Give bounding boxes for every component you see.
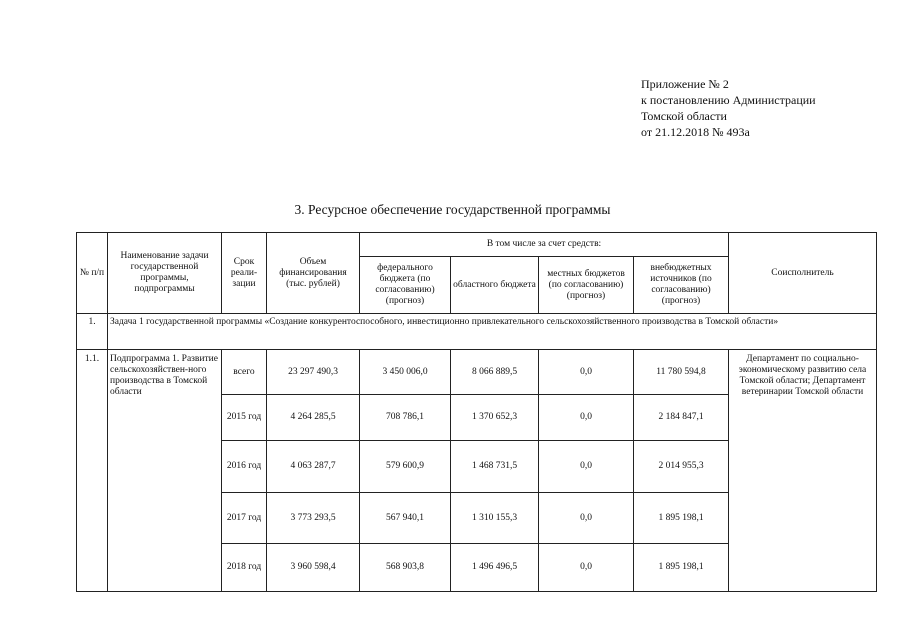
section-title: 3. Ресурсное обеспечение государственной программы: [294, 202, 611, 217]
row-offbudget: 1 895 198,1: [634, 544, 729, 592]
header-num: № п/п: [77, 233, 108, 314]
task-row: [77, 314, 877, 350]
task-text: Задача 1 государственной программы «Создание конкурентоспособного, инвестиционно привлекательного сельскохозяйственного производства в Томской области»: [108, 314, 877, 350]
row-regional: 1 496 496,5: [451, 544, 539, 592]
row-federal: 568 903,8: [360, 544, 451, 592]
resource-table: [76, 232, 877, 592]
table-row: [77, 350, 877, 395]
row-term: 2018 год: [222, 544, 267, 592]
appendix-line: от 21.12.2018 № 493а: [641, 125, 750, 139]
row-federal: 708 786,1: [360, 395, 451, 441]
row-regional: 1 310 155,3: [451, 493, 539, 544]
header-regional: областного бюджета: [451, 257, 539, 314]
row-federal: 579 600,9: [360, 441, 451, 493]
header-including: В том числе за счет средств:: [360, 233, 729, 257]
row-offbudget: 2 184 847,1: [634, 395, 729, 441]
row-volume: 4 264 285,5: [267, 395, 360, 441]
header-federal: федерального бюджета (по согласованию) (прогноз): [360, 257, 451, 314]
row-regional: 1 370 652,3: [451, 395, 539, 441]
row-regional: 8 066 889,5: [451, 350, 539, 395]
row-federal: 3 450 006,0: [360, 350, 451, 395]
header-executor: Соисполнитель: [729, 233, 877, 314]
appendix-header: [641, 76, 816, 140]
subprogram-name: Подпрограмма 1. Развитие сельскохозяйствен-ного производства в Томской области: [108, 350, 222, 592]
header-name: Наименование задачи государственной программы, подпрограммы: [108, 233, 222, 314]
row-term: всего: [222, 350, 267, 395]
row-volume: 4 063 287,7: [267, 441, 360, 493]
row-local: 0,0: [539, 493, 634, 544]
row-offbudget: 2 014 955,3: [634, 441, 729, 493]
row-local: 0,0: [539, 395, 634, 441]
appendix-line: Приложение № 2: [641, 77, 729, 91]
row-local: 0,0: [539, 441, 634, 493]
header-term: Срок реали-зации: [222, 233, 267, 314]
row-local: 0,0: [539, 350, 634, 395]
row-term: 2017 год: [222, 493, 267, 544]
row-local: 0,0: [539, 544, 634, 592]
appendix-line: к постановлению Администрации: [641, 93, 816, 107]
row-term: 2016 год: [222, 441, 267, 493]
header-volume: Объем финансирования (тыс. рублей): [267, 233, 360, 314]
header-offbudget: внебюджетных источников (по согласованию) (прогноз): [634, 257, 729, 314]
subprogram-executor: Департамент по социально-экономическому развитию села Томской области; Департамент ветеринарии Томской области: [729, 350, 877, 592]
header-row: [77, 233, 877, 257]
header-local: местных бюджетов (по согласованию) (прогноз): [539, 257, 634, 314]
task-num: 1.: [77, 314, 108, 350]
row-offbudget: 1 895 198,1: [634, 493, 729, 544]
row-volume: 3 960 598,4: [267, 544, 360, 592]
subprogram-num: 1.1.: [77, 350, 108, 592]
row-regional: 1 468 731,5: [451, 441, 539, 493]
appendix-line: Томской области: [641, 109, 727, 123]
row-offbudget: 11 780 594,8: [634, 350, 729, 395]
row-volume: 3 773 293,5: [267, 493, 360, 544]
row-federal: 567 940,1: [360, 493, 451, 544]
row-volume: 23 297 490,3: [267, 350, 360, 395]
row-term: 2015 год: [222, 395, 267, 441]
